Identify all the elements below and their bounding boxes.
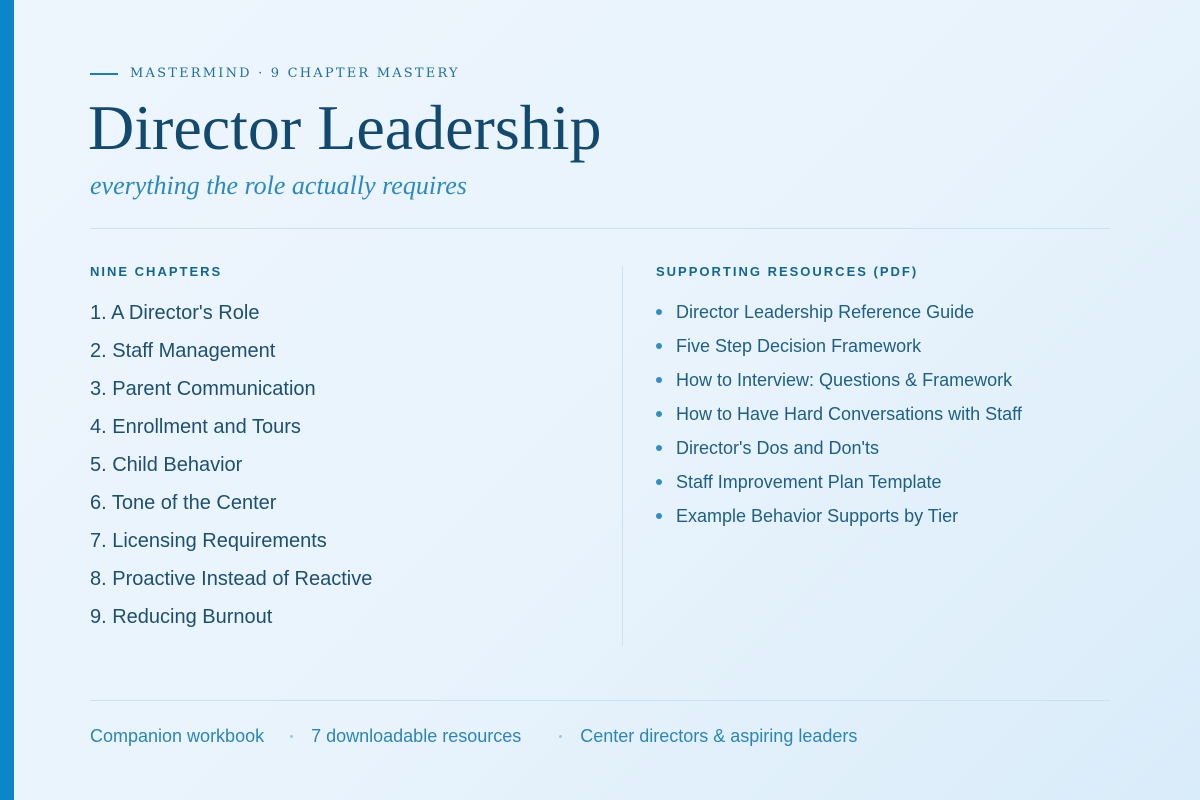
chapters-section	[90, 264, 590, 643]
chapter-item: 1. A Director's Role	[90, 302, 260, 324]
chapter-list	[90, 301, 590, 643]
page-title: Director Leadership	[88, 92, 602, 163]
footer-item-resources: 7 downloadable resources	[311, 726, 522, 746]
chapter-item: 3. Parent Communication	[90, 378, 316, 400]
resource-label: How to Have Hard Conversations with Staff	[676, 404, 1022, 424]
resources-section	[656, 264, 1116, 539]
bullet-icon	[656, 309, 662, 315]
separator-dot-icon	[559, 735, 562, 738]
accent-bar	[0, 0, 14, 800]
bullet-icon	[656, 445, 662, 451]
resource-item	[656, 437, 1116, 471]
footer-item-audience: Center directors & aspiring leaders	[580, 726, 858, 746]
resource-item	[656, 403, 1116, 437]
resource-label: Director's Dos and Don'ts	[676, 438, 879, 458]
bullet-icon	[656, 411, 662, 417]
footer	[90, 726, 857, 747]
top-divider	[90, 228, 1110, 229]
footer-item-workbook: Companion workbook	[90, 726, 265, 746]
bullet-icon	[656, 479, 662, 485]
column-divider	[622, 266, 623, 646]
resource-label: Staff Improvement Plan Template	[676, 472, 942, 492]
resource-label: Five Step Decision Framework	[676, 336, 922, 356]
resources-heading: SUPPORTING RESOURCES (PDF)	[656, 264, 919, 279]
chapter-item: 8. Proactive Instead of Reactive	[90, 568, 373, 590]
resource-item	[656, 369, 1116, 403]
chapter-item: 9. Reducing Burnout	[90, 606, 273, 628]
chapter-item: 5. Child Behavior	[90, 454, 243, 476]
page-subtitle: everything the role actually requires	[90, 171, 467, 200]
resource-label: Director Leadership Reference Guide	[676, 302, 975, 322]
separator-dot-icon	[290, 735, 293, 738]
bullet-icon	[656, 513, 662, 519]
resource-label: Example Behavior Supports by Tier	[676, 506, 959, 526]
eyebrow-line	[90, 73, 118, 75]
eyebrow-text: MASTERMIND · 9 CHAPTER MASTERY	[130, 66, 460, 81]
resource-label: How to Interview: Questions & Framework	[676, 370, 1013, 390]
eyebrow	[90, 66, 460, 81]
bottom-divider	[90, 700, 1110, 701]
bullet-icon	[656, 377, 662, 383]
bullet-icon	[656, 343, 662, 349]
chapter-item: 4. Enrollment and Tours	[90, 416, 301, 438]
chapters-heading: NINE CHAPTERS	[90, 264, 223, 279]
resource-item	[656, 335, 1116, 369]
resource-item	[656, 505, 1116, 539]
chapter-item: 6. Tone of the Center	[90, 492, 277, 514]
chapter-item: 7. Licensing Requirements	[90, 530, 327, 552]
chapter-item: 2. Staff Management	[90, 340, 276, 362]
resource-item	[656, 301, 1116, 335]
resource-item	[656, 471, 1116, 505]
resource-list	[656, 301, 1116, 539]
